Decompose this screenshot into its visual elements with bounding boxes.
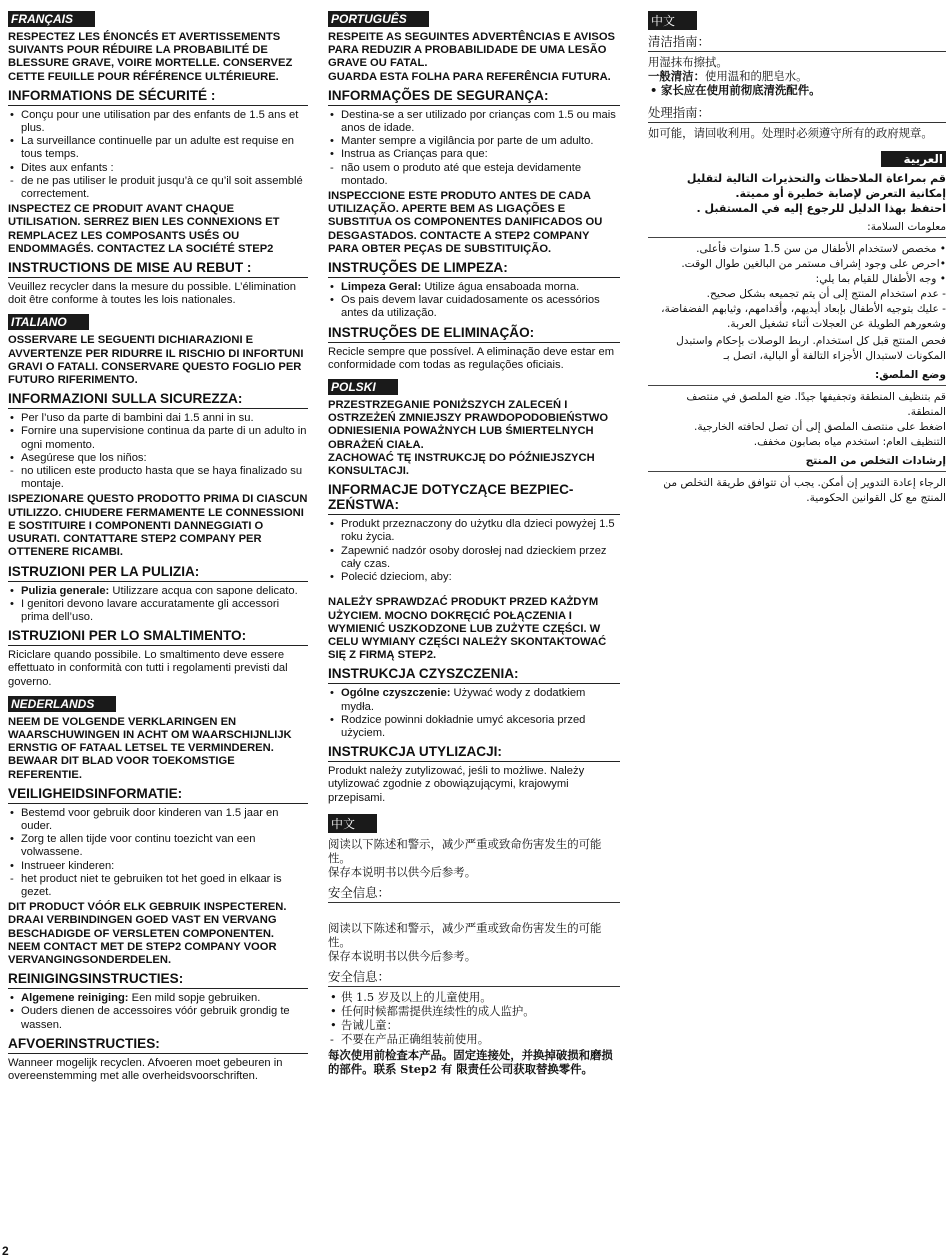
list-item: التنظيف العام: استخدم مياه بصابون مخفف.	[753, 436, 946, 448]
warning-keep-sheet: احتفظ بهذا الدليل للرجوع إليه في المستقبل .	[696, 202, 946, 215]
safety-list	[328, 990, 620, 1046]
list-item	[328, 687, 620, 713]
cleaning-line: 用湿抹布擦拭。	[648, 55, 728, 69]
cleaning-list	[648, 83, 946, 97]
list-item: •احرص على وجود إشراف مستمر من البالغين طوال الوقت.	[681, 258, 946, 270]
disposal-text: Riciclare quando possibile. Lo smaltimento deve essere effettuato in conformità con tutti i regolamenti previsti dal governo.	[8, 649, 288, 688]
language-label-french: FRANÇAIS	[8, 11, 95, 27]
list-item: • Produkt przeznaczony do użytku dla dzieci powyżej 1.5 roku życia.	[328, 518, 620, 544]
safety-heading: VEILIGHEIDSINFORMATIE:	[8, 786, 308, 804]
language-label-dutch: NEDERLANDS	[8, 696, 116, 712]
disposal-text: Recicle sempre que possível. A eliminação deve estar em conformidade com todas as regulações oficiais.	[328, 345, 615, 371]
warning-statement: OSSERVARE LE SEGUENTI DICHIARAZIONI E AVVERTENZE PER RIDURRE IL RISCHIO DI INFORTUNI GRAVI O FATALI. CONSERVARE QUESTO FOGLIO PER FUTURO RIFERIMENTO.	[8, 334, 304, 387]
list-item: • 告诫儿童：	[328, 1018, 620, 1032]
inspection-warning: ISPEZIONARE QUESTO PRODOTTO PRIMA DI CIASCUN UTILIZZO. CHIUDERE FERMAMENTE LE CONNESSIONI E SOSTITUIRE I COMPONENTI DANNEGGIATI O USURATI. CONTATTARE STEP2 COMPANY PER OTTENERE RICAMBI.	[8, 493, 308, 559]
list-item: - no utilicen este producto hasta que se haya finalizado su montaje.	[8, 465, 308, 491]
cleaning-text: Utilizzare acqua con sapone delicato.	[112, 584, 298, 597]
list-item	[8, 585, 308, 598]
list-item: - عدم استخدام المنتج إلى أن يتم تجميعه بشكل صحيح.	[706, 288, 946, 300]
inspection-warning: INSPECTEZ CE PRODUIT AVANT CHAQUE UTILISATION. SERREZ BIEN LES CONNEXIONS ET REMPLACEZ LES COMPOSANTS USÉS OU ENDOMMAGÉS. CONTACTEZ LA SOCIÉTÉ STEP2	[8, 203, 280, 255]
language-label-polish: POLSKI	[328, 379, 398, 395]
list-item: • وجه الأطفال للقيام بما يلي:	[815, 273, 946, 285]
warning-statement: 阅读以下陈述和警示，减少严重或致命伤害发生的可能性。	[328, 836, 602, 865]
list-item: • I genitori devono lavare accuratamente gli accessori prima dell’uso.	[8, 598, 308, 624]
section-dutch	[8, 695, 308, 1083]
warning-keep-sheet: ZACHOWAĆ TĘ INSTRUKCJĘ DO PÓŹNIEJSZYCH KONSULTACJI.	[328, 451, 595, 478]
list-item: • 供 1.5 岁及以上的儿童使用。	[328, 990, 620, 1004]
disposal-text: 如可能，请回收利用。处理时必须遵守所有的政府规章。	[648, 126, 933, 140]
list-item: • Ouders dienen de accessoires vóór gebruik grondig te wassen.	[8, 1005, 308, 1031]
cleaning-list	[328, 281, 620, 321]
disposal-heading: 处理指南：	[648, 105, 946, 123]
list-item: • Destina-se a ser utilizado por crianças com 1.5 ou mais anos de idade.	[328, 109, 620, 135]
inspection-warning: DIT PRODUCT VÓÓR ELK GEBRUIK INSPECTEREN. DRAAI VERBINDINGEN GOED VAST EN VERVANG BESCHADIGDE OF VERSLETEN COMPONENTEN. NEEM CONTACT MET DE STEP2 COMPANY VOOR VERVANGINGSONDERDELEN.	[8, 901, 287, 966]
disposal-heading: INSTRUKCJA UTYLIZACJI:	[328, 744, 620, 762]
list-item: - de ne pas utiliser le produit jusqu’à ce qu’il soit assemblé correctement.	[8, 175, 308, 201]
list-item: • Instrua as Crianças para que:	[328, 148, 620, 161]
inspection-warning: فحص المنتج قبل كل استخدام. اربط الوصلات بإحكام واستبدل المكونات لاستبدال الأجزاء التالفة أو البالية، اتصل بـ	[676, 335, 946, 362]
disposal-text: Produkt należy zutylizować, jeśli to możliwe. Należy utylizować zgodnie z obowiązującymi, krajowymi przepisami.	[328, 765, 585, 804]
warning-keep-sheet: GUARDA ESTA FOLHA PARA REFERÊNCIA FUTURA.	[328, 70, 611, 83]
safety-heading-repeat: 安全信息：	[328, 969, 620, 987]
list-item	[328, 281, 620, 294]
list-item: قم بتنظيف المنطقة وتجفيفها جيدًا. ضع الملصق في منتصف المنطقة.	[686, 391, 946, 418]
safety-heading: 安全信息：	[328, 885, 620, 903]
list-item: • مخصص لاستخدام الأطفال من سن 1.5 سنوات فأعلى.	[696, 243, 946, 255]
column-right	[648, 10, 946, 509]
cleaning-list	[8, 585, 308, 625]
safety-list	[328, 518, 620, 584]
disposal-text: الرجاء إعادة التدوير إن أمكن. يجب أن تتوافق طريقة التخلص من المنتج مع كل القوانين الحكومية.	[663, 477, 946, 504]
list-item: • Instrueer kinderen:	[8, 860, 308, 873]
safety-heading: INFORMATIONS DE SÉCURITÉ :	[8, 88, 308, 106]
general-cleaning	[648, 69, 946, 83]
language-label-portuguese: PORTUGUÊS	[328, 11, 429, 27]
list-item: • Zorg te allen tijde voor continu toezicht van een volwassene.	[8, 833, 308, 859]
list-item: • Manter sempre a vigilância por parte de um adulto.	[328, 135, 620, 148]
warning-statement: RESPEITE AS SEGUINTES ADVERTÊNCIAS E AVISOS PARA REDUZIR A PROBABILIDADE DE UMA LESÃO GRAVE OU FATAL.	[328, 31, 615, 70]
disposal-heading: INSTRUÇÕES DE ELIMINAÇÃO:	[328, 325, 620, 343]
list-item: • Conçu pour une utilisation par des enfants de 1.5 ans et plus.	[8, 109, 308, 135]
disposal-text: Veuillez recycler dans la mesure du possible. L’élimination doit être conforme à toutes les lois nationales.	[8, 281, 296, 307]
keep-instructions-repeat: 保存本说明书以供今后参考。	[328, 948, 477, 963]
cleaning-heading: 清洁指南：	[648, 34, 946, 52]
inspection-warning: NALEŻY SPRAWDZAĆ PRODUKT PRZED KAŻDYM UŻYCIEM. MOCNO DOKRĘCIĆ POŁĄCZENIA I WYMIENIĆ USZKODZONE LUB ZUŻYTE CZĘŚCI. W CELU WYMIANY CZĘŚCI NALEŻY SKONTAKTOWAĆ SIĘ Z FIRMĄ STEP2.	[328, 596, 607, 662]
column-middle	[328, 10, 620, 1079]
list-item: اضغط على منتصف الملصق إلى أن تصل لحافته الخارجية.	[693, 421, 946, 433]
column-left	[8, 10, 308, 1086]
cleaning-heading: ISTRUZIONI PER LA PULIZIA:	[8, 564, 308, 582]
warning-statement-repeat: 阅读以下陈述和警示，减少严重或致命伤害发生的可能性。	[328, 920, 602, 949]
list-item	[8, 992, 308, 1005]
page-number: 2	[2, 1244, 9, 1258]
disposal-heading: ISTRUZIONI PER LO SMALTIMENTO:	[8, 628, 308, 646]
list-item: - não usem o produto até que esteja devidamente montado.	[328, 162, 620, 188]
warning-statement: قم بمراعاة الملاحظات والتحذيرات التالية لتقليل إمكانية التعرض لإصابة خطيرة أو مميتة.	[686, 172, 946, 200]
warning-statement: PRZESTRZEGANIE PONIŻSZYCH ZALECEŃ I OSTRZEŻEŃ ZMNIEJSZY PRAWDOPODOBIEŃSTWO ODNIESIENIA POWAŻNYCH LUB ŚMIERTELNYCH OBRAŻEŃ CIAŁA.	[328, 399, 609, 451]
list-item: • Zapewnić nadzór osoby dorosłej nad dzieckiem przez cały czas.	[328, 545, 620, 571]
section-arabic	[648, 148, 946, 506]
inspection-warning: 每次使用前检查本产品。固定连接处，并换掉破损和磨损的部件。联系 Step2 有 限责任公司获取替换零件。	[328, 1047, 613, 1076]
list-item: • Bestemd voor gebruik door kinderen van 1.5 jaar en ouder.	[8, 807, 308, 833]
list-item: • Rodzice powinni dokładnie umyć akcesoria przed użyciem.	[328, 714, 620, 740]
language-label-italian: ITALIANO	[8, 314, 89, 330]
section-chinese-middle	[328, 813, 620, 1076]
cleaning-bold-label: Algemene reiniging:	[21, 992, 129, 1005]
general-cleaning-label: 一般清洁：	[648, 69, 705, 83]
section-polish	[328, 378, 620, 805]
sticker-list	[648, 390, 946, 450]
list-item: • La surveillance continuelle par un adulte est requise en tous temps.	[8, 135, 308, 161]
disposal-text: Wanneer mogelijk recyclen. Afvoeren moet gebeuren in overeenstemming met alle overheidsvoorschriften.	[8, 1056, 283, 1082]
language-label-chinese: 中文	[328, 814, 377, 833]
general-cleaning-text: 使用温和的肥皂水。	[704, 69, 808, 83]
safety-heading: INFORMAÇÕES DE SEGURANÇA:	[328, 88, 620, 106]
cleaning-text: Utilize água ensaboada morna.	[424, 281, 580, 294]
disposal-heading: INSTRUCTIONS DE MISE AU REBUT :	[8, 260, 308, 278]
cleaning-bold-label: Limpeza Geral:	[341, 281, 422, 294]
safety-heading: INFORMAZIONI SULLA SICUREZZA:	[8, 391, 308, 409]
safety-list	[8, 109, 308, 201]
language-label-arabic: العربية	[881, 151, 946, 167]
safety-list	[8, 412, 308, 491]
disposal-heading: إرشادات التخلص من المنتج	[648, 455, 946, 472]
disposal-heading: AFVOERINSTRUCTIES:	[8, 1036, 308, 1054]
safety-heading: INFORMACJE DOTYCZĄCE BEZPIEC-ZEŃSTWA:	[328, 482, 620, 515]
cleaning-heading: INSTRUÇÕES DE LIMPEZA:	[328, 260, 620, 278]
warning-statement: NEEM DE VOLGENDE VERKLARINGEN EN WAARSCHUWINGEN IN ACHT OM WAARSCHIJNLIJK ERNSTIG OF FATAAL LETSEL TE VERMINDEREN. BEWAAR DIT BLAD VOOR TOEKOMSTIGE REFERENTIE.	[8, 715, 292, 781]
list-item: - عليك بتوجيه الأطفال بإبعاد أيديهم، وأقدامهم، وثيابهم الفضفاضة، وشعورهم الطويلة عن العجلات أثناء تشغيل العربة.	[661, 303, 946, 330]
language-label-chinese: 中文	[648, 11, 697, 30]
cleaning-list	[328, 687, 620, 740]
list-item: • Asegúrese que los niños:	[8, 452, 308, 465]
section-portuguese	[328, 10, 620, 372]
section-french	[8, 10, 308, 307]
section-italian	[8, 313, 308, 688]
list-item: • Polecić dzieciom, aby:	[328, 571, 620, 584]
list-item: • Per l’uso da parte di bambini dai 1.5 anni in su.	[8, 412, 308, 425]
sticker-heading: وضع الملصق:	[648, 369, 946, 386]
cleaning-list	[8, 992, 308, 1032]
list-item: - het product niet te gebruiken tot het goed in elkaar is gezet.	[8, 873, 308, 899]
safety-list	[8, 807, 308, 899]
cleaning-bold-label: Pulizia generale:	[21, 584, 110, 597]
warning-statement: RESPECTEZ LES ÉNONCÉS ET AVERTISSEMENTS SUIVANTS POUR RÉDUIRE LA PROBABILITÉ DE BLESSURE GRAVE, VOIRE MORTELLE. CONSERVEZ CETTE FEUILLE POUR RÉFÉRENCE ULTÉRIEURE.	[8, 31, 293, 83]
list-item: • Os pais devem lavar cuidadosamente os acessórios antes da utilização.	[328, 294, 620, 320]
list-item: • 家长应在使用前彻底清洗配件。	[648, 83, 946, 97]
keep-instructions: 保存本说明书以供今后参考。	[328, 864, 477, 879]
list-item: • Fornire una supervisione continua da parte di un adulto in ogni momento.	[8, 425, 308, 451]
cleaning-text: Używać wody z dodatkiem mydła.	[341, 687, 586, 713]
list-item: • 任何时候都需提供连续性的成人监护。	[328, 1004, 620, 1018]
list-item: - 不要在产品正确组装前使用。	[328, 1032, 620, 1046]
safety-list	[648, 242, 946, 332]
section-chinese-right	[648, 10, 946, 140]
cleaning-text: Een mild sopje gebruiken.	[131, 992, 261, 1005]
language-label-row	[648, 148, 946, 171]
cleaning-bold-label: Ogólne czyszczenie:	[341, 687, 451, 700]
list-item: • Dites aux enfants :	[8, 162, 308, 175]
safety-heading: معلومات السلامة:	[648, 221, 946, 238]
safety-list	[328, 109, 620, 188]
inspection-warning: INSPECCIONE ESTE PRODUTO ANTES DE CADA UTILIZAÇÃO. APERTE BEM AS LIGAÇÕES E SUBSTITUA OS COMPONENTES DANIFICADOS OU DESGASTADOS. CONTACTE A STEP2 COMPANY PARA OBTER PEÇAS DE SUBSTITUIÇÃO.	[328, 190, 603, 255]
cleaning-heading: REINIGINGSINSTRUCTIES:	[8, 971, 308, 989]
cleaning-heading: INSTRUKCJA CZYSZCZENIA:	[328, 666, 620, 684]
